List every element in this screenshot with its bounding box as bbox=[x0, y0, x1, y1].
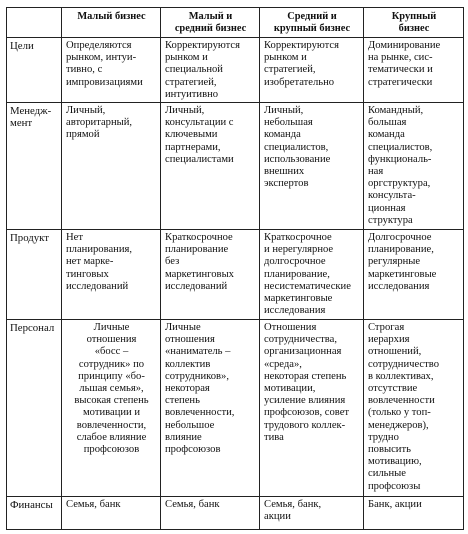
table-cell: Нет планирования, нет марке- тинговых исследований bbox=[62, 230, 161, 320]
table-cell: Личные отношения «босс – сотрудник» по принципу «бо- льшая семья», высокая степень мотивации и вовлеченности, слабое влияние профсоюзов bbox=[62, 320, 161, 497]
header-medium-large-business: Средний и крупный бизнес bbox=[260, 8, 364, 38]
header-corner-cell bbox=[7, 8, 62, 38]
table-row-finance bbox=[7, 497, 464, 530]
business-comparison-table bbox=[6, 7, 464, 530]
table-row-management bbox=[7, 103, 464, 230]
table-row-product bbox=[7, 230, 464, 320]
row-label: Цели bbox=[7, 38, 62, 103]
table-cell: Семья, банк bbox=[62, 497, 161, 530]
header-large-business: Крупный бизнес bbox=[364, 8, 464, 38]
table-cell: Краткосрочное и нерегулярное долгосрочное планирование, несистематические маркетинговые исследования bbox=[260, 230, 364, 320]
header-small-medium-business: Малый и средний бизнес bbox=[161, 8, 260, 38]
row-label: Финансы bbox=[7, 497, 62, 530]
table-cell: Корректируются рынком и специальной стратегией, интуитивно bbox=[161, 38, 260, 103]
table-cell: Личный, небольшая команда специалистов, использование внешних экспертов bbox=[260, 103, 364, 230]
table-cell: Определяются рынком, интуи- тивно, с импровизациями bbox=[62, 38, 161, 103]
table-cell: Командный, большая команда специалистов, функциональ- ная оргструктура, консульта- ционная структура bbox=[364, 103, 464, 230]
table-cell: Личные отношения «наниматель – коллектив сотрудников», некоторая степень вовлеченности, небольшое влияние профсоюзов bbox=[161, 320, 260, 497]
table-cell: Строгая иерархия отношений, сотрудничество в коллективах, отсутствие вовлеченности (только у топ- менеджеров), трудно повысить мотивацию, сильные профсоюзы bbox=[364, 320, 464, 497]
table-cell: Личный, консультации с ключевыми партнерами, специалистами bbox=[161, 103, 260, 230]
row-label: Персонал bbox=[7, 320, 62, 497]
table-cell: Корректируются рынком и стратегией, изобретательно bbox=[260, 38, 364, 103]
table-row-goals bbox=[7, 38, 464, 103]
table-cell: Отношения сотрудничества, организационная «среда», некоторая степень мотивации, усиление влияния профсоюзов, совет трудового коллек- тива bbox=[260, 320, 364, 497]
row-label: Продукт bbox=[7, 230, 62, 320]
table-cell: Семья, банк bbox=[161, 497, 260, 530]
table-cell: Долгосрочное планирование, регулярные маркетинговые исследования bbox=[364, 230, 464, 320]
table-cell: Семья, банк, акции bbox=[260, 497, 364, 530]
table-cell: Банк, акции bbox=[364, 497, 464, 530]
table-cell: Краткосрочное планирование без маркетинговых исследований bbox=[161, 230, 260, 320]
row-label: Менедж- мент bbox=[7, 103, 62, 230]
table-row-personnel bbox=[7, 320, 464, 497]
header-row bbox=[7, 8, 464, 38]
header-small-business: Малый бизнес bbox=[62, 8, 161, 38]
table-cell: Личный, авторитарный, прямой bbox=[62, 103, 161, 230]
table-cell: Доминирование на рынке, сис- тематически и стратегически bbox=[364, 38, 464, 103]
